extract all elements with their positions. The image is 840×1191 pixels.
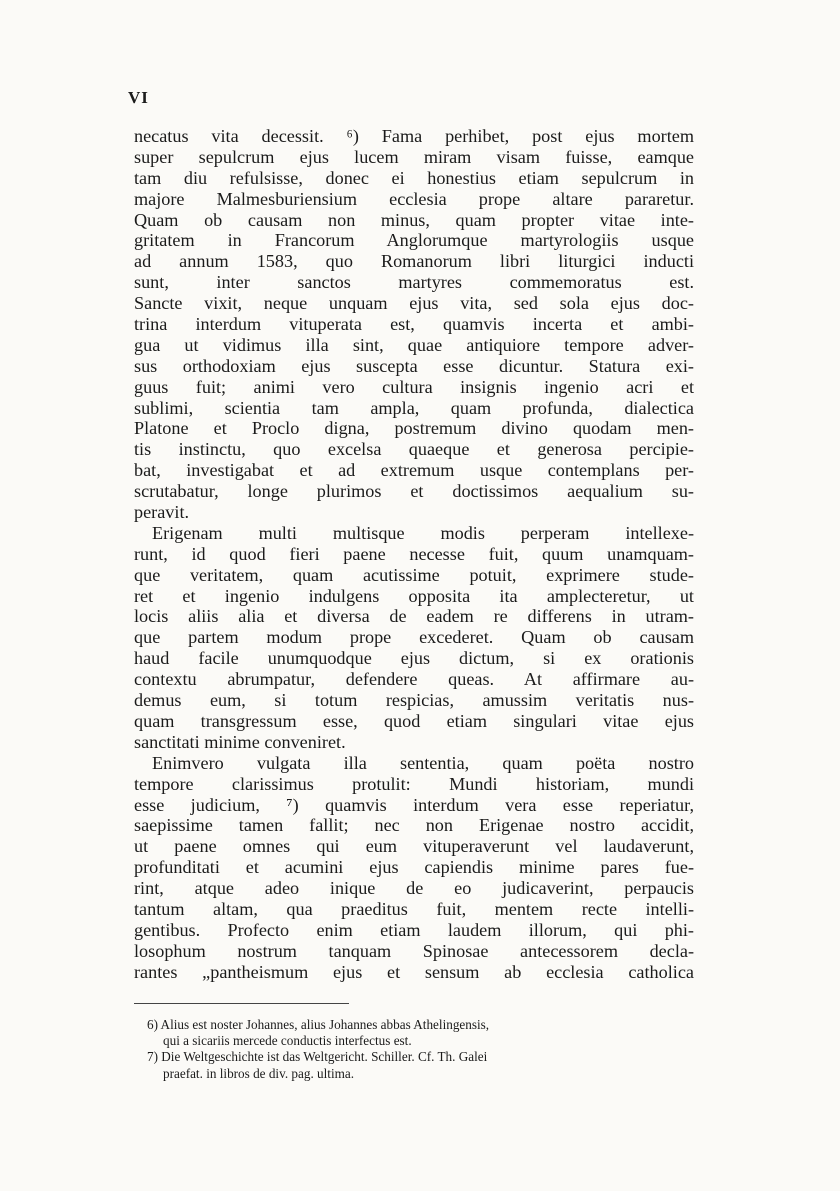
text-line: trina interdum vituperata est, quamvis incerta et ambi-: [134, 314, 694, 335]
text-line: sublimi, scientia tam ampla, quam profunda, dialectica: [134, 397, 694, 418]
text-line: gentibus. Profecto enim etiam laudem illorum, qui phi-: [134, 919, 694, 940]
text-line: guus fuit; animi vero cultura insignis ingenio acri et: [134, 376, 694, 397]
text-line: locis aliis alia et diversa de eadem re differens in utram-: [134, 606, 694, 627]
text-line: losophum nostrum tanquam Spinosae antecessorem decla-: [134, 940, 694, 961]
text-line: necatus vita decessit. ⁶) Fama perhibet, post ejus mortem: [134, 126, 694, 146]
footnote-6-continuation: qui a sicariis mercede conductis interfectus est.: [163, 1033, 412, 1049]
text-line: ret et ingenio indulgens opposita ita amplecteretur, ut: [134, 585, 694, 606]
text-line: scrutabatur, longe plurimos et doctissimos aequalium su-: [134, 481, 694, 502]
footnotes: [147, 1017, 694, 1082]
text-line: tempore clarissimus protulit: Mundi historiam, mundi: [134, 773, 694, 794]
footnote-6: 6) Alius est noster Johannes, alius Johannes abbas Athelingensis,: [147, 1017, 490, 1032]
text-line: Platone et Proclo digna, postremum divino quodam men-: [134, 418, 694, 439]
text-line: tam diu refulsisse, donec ei honestius etiam sepulcrum in: [134, 167, 694, 188]
footnote-separator: [134, 1003, 349, 1004]
text-line: esse judicium, ⁷) quamvis interdum vera esse reperiatur,: [134, 794, 694, 815]
text-line: haud facile unumquodque ejus dictum, si ex orationis: [134, 648, 694, 669]
paragraph-end-line: sanctitati minime conveniret.: [134, 731, 346, 752]
text-line: rantes „pantheismum ejus et sensum ab ecclesia catholica: [134, 961, 694, 982]
main-text: [134, 126, 694, 983]
text-line: ut paene omnes qui eum vituperaverunt vel laudaverunt,: [134, 836, 694, 857]
text-line: sus orthodoxiam ejus suscepta esse dicuntur. Statura exi-: [134, 355, 694, 376]
text-line: runt, id quod fieri paene necesse fuit, quum unamquam-: [134, 543, 694, 564]
page-number: VI: [128, 88, 149, 107]
text-line: gua ut vidimus illa sint, quae antiquiore tempore adver-: [134, 334, 694, 355]
text-line: rint, atque adeo inique de eo judicaverint, perpaucis: [134, 878, 694, 899]
text-line: Sancte vixit, neque unquam ejus vita, sed sola ejus doc-: [134, 293, 694, 314]
text-line: quam transgressum esse, quod etiam singulari vitae ejus: [134, 710, 694, 731]
paragraph-start-line: Enimvero vulgata illa sententia, quam poëta nostro: [152, 752, 694, 773]
text-line: sunt, inter sanctos martyres commemoratus est.: [134, 272, 694, 293]
text-line: que partem modum prope excederet. Quam ob causam: [134, 627, 694, 648]
text-line: que veritatem, quam acutissime potuit, exprimere stude-: [134, 564, 694, 585]
text-line: ad annum 1583, quo Romanorum libri liturgici inducti: [134, 251, 694, 272]
text-line: tantum altam, qua praeditus fuit, mentem recte intelli-: [134, 898, 694, 919]
text-line: contextu abrumpatur, defendere queas. At affirmare au-: [134, 669, 694, 690]
text-line: bat, investigabat et ad extremum usque contemplans per-: [134, 460, 694, 481]
footnote-7: 7) Die Weltgeschichte ist das Weltgericht. Schiller. Cf. Th. Galei: [147, 1049, 488, 1065]
text-line: super sepulcrum ejus lucem miram visam fuisse, eamque: [134, 146, 694, 167]
text-line: demus eum, si totum respicias, amussim veritatis nus-: [134, 690, 694, 711]
text-line: gritatem in Francorum Anglorumque martyrologiis usque: [134, 230, 694, 251]
paragraph-end-line: peravit.: [134, 502, 190, 523]
text-line: Quam ob causam non minus, quam propter vitae inte-: [134, 209, 694, 230]
text-line: majore Malmesburiensium ecclesia prope altare pararetur.: [134, 188, 694, 209]
paragraph-start-line: Erigenam multi multisque modis perperam intellexe-: [152, 522, 694, 543]
text-line: saepissime tamen fallit; nec non Erigenae nostro accidit,: [134, 815, 694, 836]
text-line: tis instinctu, quo excelsa quaeque et generosa percipie-: [134, 439, 694, 460]
text-line: profunditati et acumini ejus capiendis minime pares fue-: [134, 857, 694, 878]
footnote-7-continuation: praefat. in libros de div. pag. ultima.: [163, 1065, 355, 1081]
